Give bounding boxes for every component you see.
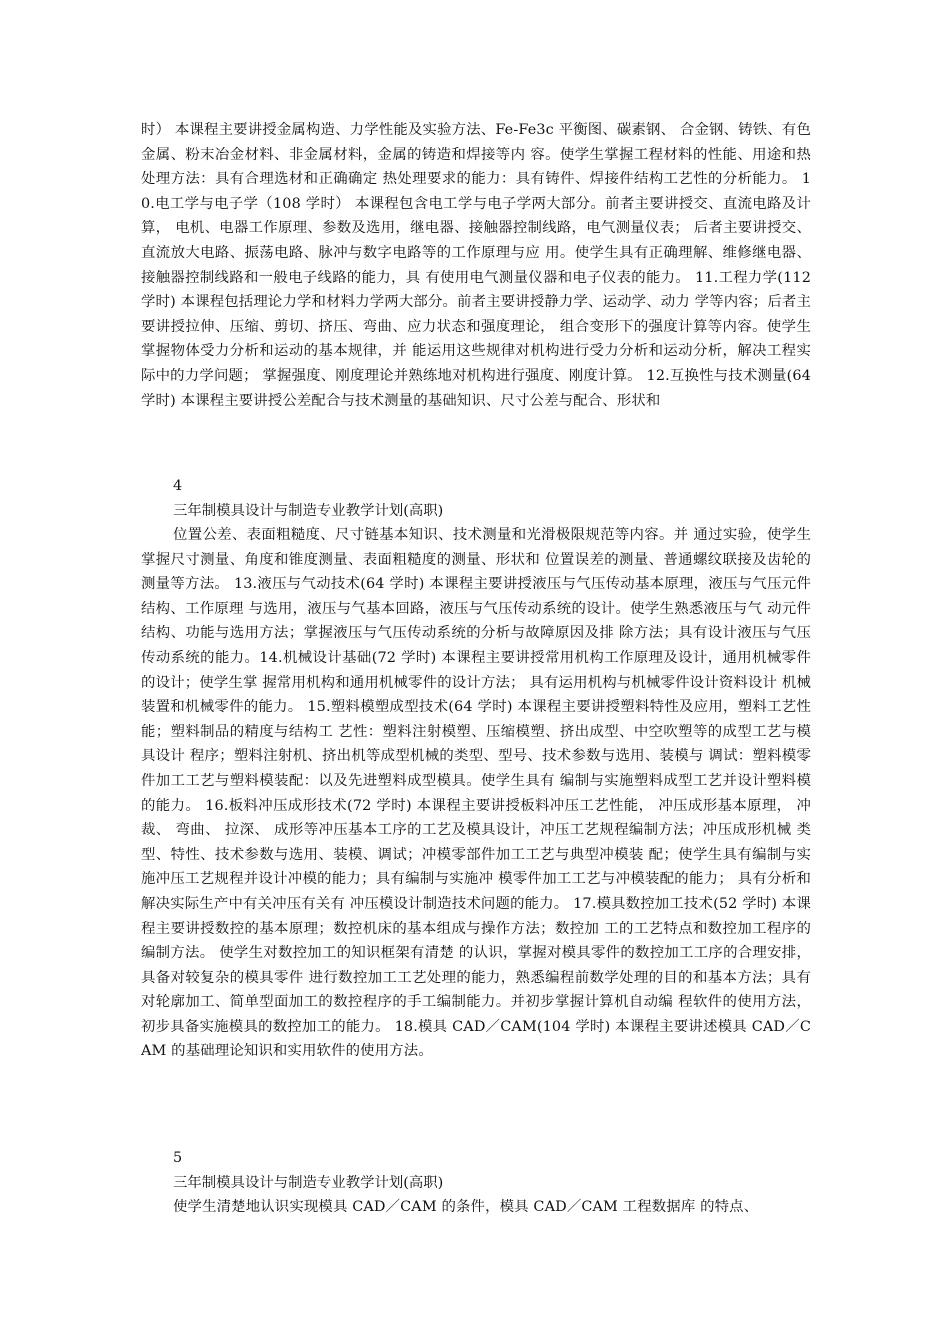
body-paragraph-3: 使学生清楚地认识实现模具 CAD／CAM 的条件，模具 CAD／CAM 工程数据库 的特点、 (173, 1199, 759, 1215)
page-header: 三年制模具设计与制造专业教学计划(高职) (173, 1175, 444, 1191)
body-paragraph-2: 位置公差、表面粗糙度、尺寸链基本知识、技术测量和光滑极限规范等内容。并 通过实验，使学生掌握尺寸测量、角度和锥度测量、表面粗糙度的测量、形状和 位置误差的测量、普通螺纹联接及齿轮的测量等方法。 13.液压与气动技术(64 学时) 本课程主要讲授液压与气压传动基本原理，液压与气压元件结构、工作原理 与选用，液压与气基本回路，液压与气压传动系统的设计。使学生熟悉液压与气 动元件结构、功能与选用方法；掌握液压与气压传动系统的分析与故障原因及排 除方法；具有设计液压与气压传动系统的能力。14.机械设计基础(72 学时) 本课程主要讲授常用机构工作原理及设计，通用机械零件的设计；使学生掌 握常用机构和通用机械零件的设计方法； 具有运用机构与机械零件设计资料设计 机械装置和机械零件的能力。 15.塑料模塑成型技术(64 学时) 本课程主要讲授塑料特性及应用，塑料工艺性能；塑料制品的精度与结构工 艺性：塑料注射模塑、压缩模塑、挤出成型、中空吹塑等的成型工艺与模具设计 程序；塑料注射机、挤出机等成型机械的类型、型号、技术参数与选用、装模与 调试：塑料模零件加工工艺与塑料模装配：以及先进塑料成型模具。使学生具有 编制与实施塑料成型工艺并设计塑料模的能力。 16.板料冲压成形技术(72 学时) 本课程主要讲授板料冲压工艺性能， 冲压成形基本原理， 冲裁、 弯曲、 拉深、 成形等冲压基本工序的工艺及模具设计，冲压工艺规程编制方法；冲压成形机械 类型、特性、技术参数与选用、装模、调试；冲模零部件加工工艺与典型冲模装 配；使学生具有编制与实施冲压工艺规程并设计冲模的能力；具有编制与实施冲 模零件加工工艺与冲模装配的能力； 具有分析和解决实际生产中有关冲压有关有 冲压模设计制造技术问题的能力。 17.模具数控加工技术(52 学时) 本课程主要讲授数控的基本原理；数控机床的基本组成与操作方法；数控加 工的工艺特点和数控加工程序的编制方法。 使学生对数控加工的知识框架有清楚 的认识，掌握对模具零件的数控加工工序的合理安排，具备对较复杂的模具零件 进行数控加工工艺处理的能力，熟悉编程前数学处理的目的和基本方法；具有对轮廓加工、简单型面加工的数控程序的手工编制能力。并初步掌握计算机自动编 程软件的使用方法，初步具备实施模具的数控加工的能力。 18.模具 CAD／CAM(104 学时) 本课程主要讲述模具 CAD／CAM 的基础理论知识和实用软件的使用方法。 (141, 527, 811, 1060)
body-paragraph-1: 时） 本课程主要讲授金属构造、力学性能及实验方法、Fe-Fe3c 平衡图、碳素钢、 合金钢、铸铁、有色金属、粉末冶金材料、非金属材料，金属的铸造和焊接等内 容。使学生掌握工程材料的性能、用途和热处理方法：具有合理选材和正确确定 热处理要求的能力：具有铸件、焊接件结构工艺性的分析能力。 10.电工学与电子学（108 学时） 本课程包含电工学与电子学两大部分。前者主要讲授交、直流电路及计算， 电机、电器工作原理、参数及选用，继电器、接触器控制线路，电气测量仪表； 后者主要讲授交、直流放大电路、振荡电路、脉冲与数字电路等的工作原理与应 用。使学生具有正确理解、维修继电器、接触器控制线路和一般电子线路的能力，具 有使用电气测量仪器和电子仪表的能力。 11.工程力学(112 学时) 本课程包括理论力学和材料力学两大部分。前者主要讲授静力学、运动学、动力 学等内容；后者主要讲授拉伸、压缩、剪切、挤压、弯曲、应力状态和强度理论， 组合变形下的强度计算等内容。使学生掌握物体受力分析和运动的基本规律，并 能运用这些规律对机构进行受力分析和运动分析，解决工程实际中的力学问题； 掌握强度、刚度理论并熟练地对机构进行强度、刚度计算。 12.互换性与技术测量(64 学时) 本课程主要讲授公差配合与技术测量的基础知识、尺寸公差与配合、形状和 (141, 122, 811, 409)
page-header: 三年制模具设计与制造专业教学计划(高职) (173, 503, 444, 519)
page-number: 4 (173, 478, 183, 494)
page-number: 5 (173, 1150, 183, 1166)
